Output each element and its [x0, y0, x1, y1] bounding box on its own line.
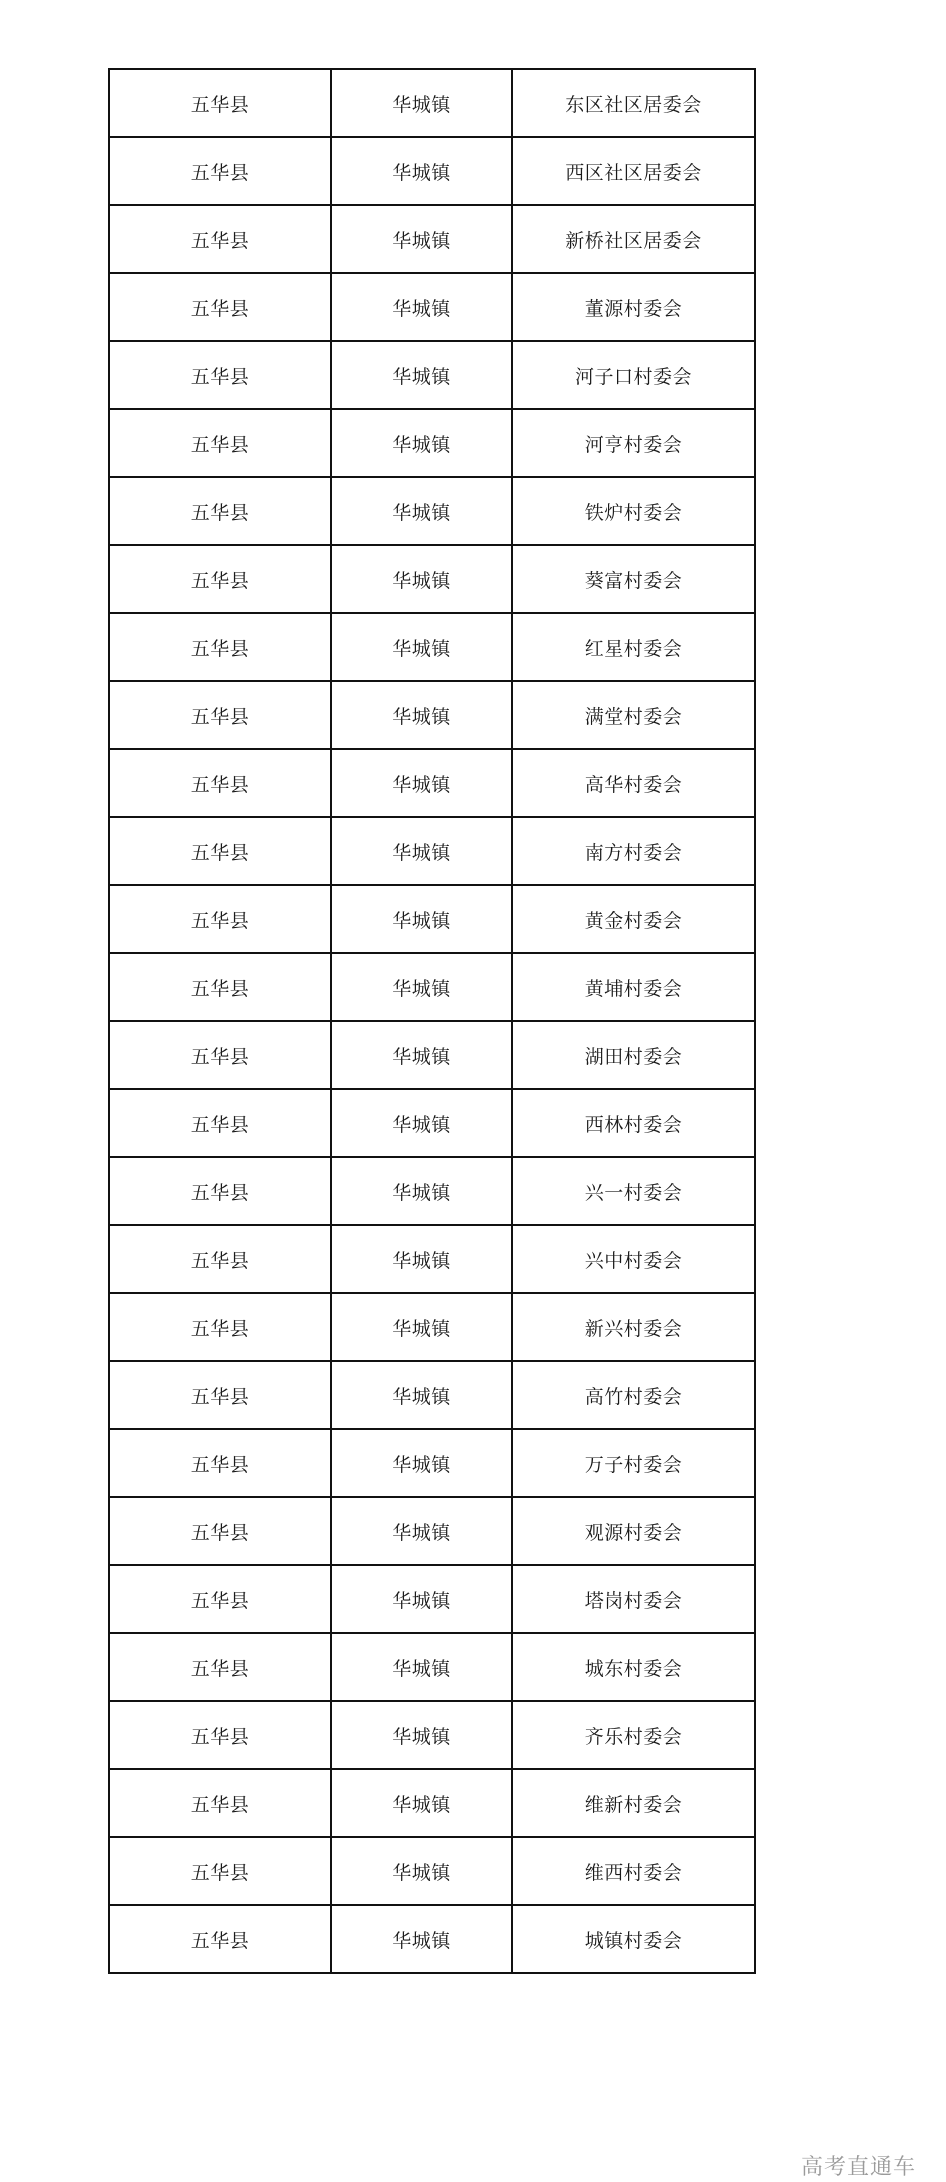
town-cell: 华城镇	[331, 477, 512, 545]
town-cell: 华城镇	[331, 1633, 512, 1701]
county-cell: 五华县	[109, 137, 331, 205]
village-cell: 葵富村委会	[512, 545, 755, 613]
county-cell: 五华县	[109, 749, 331, 817]
table-row	[109, 409, 755, 477]
table-row	[109, 1497, 755, 1565]
table-row	[109, 1429, 755, 1497]
village-cell: 新桥社区居委会	[512, 205, 755, 273]
county-cell: 五华县	[109, 69, 331, 137]
village-cell: 高竹村委会	[512, 1361, 755, 1429]
village-list-table	[108, 68, 756, 1974]
town-cell: 华城镇	[331, 409, 512, 477]
village-cell: 齐乐村委会	[512, 1701, 755, 1769]
village-cell: 塔岗村委会	[512, 1565, 755, 1633]
town-cell: 华城镇	[331, 69, 512, 137]
county-cell: 五华县	[109, 1293, 331, 1361]
county-cell: 五华县	[109, 1429, 331, 1497]
table-row	[109, 1361, 755, 1429]
table-row	[109, 1837, 755, 1905]
table-row	[109, 205, 755, 273]
county-cell: 五华县	[109, 681, 331, 749]
table-row	[109, 1293, 755, 1361]
town-cell: 华城镇	[331, 545, 512, 613]
county-cell: 五华县	[109, 885, 331, 953]
county-cell: 五华县	[109, 1701, 331, 1769]
town-cell: 华城镇	[331, 1157, 512, 1225]
town-cell: 华城镇	[331, 1701, 512, 1769]
table-row	[109, 749, 755, 817]
village-cell: 兴一村委会	[512, 1157, 755, 1225]
town-cell: 华城镇	[331, 205, 512, 273]
table-row	[109, 1905, 755, 1973]
table-row	[109, 1021, 755, 1089]
village-cell: 湖田村委会	[512, 1021, 755, 1089]
county-cell: 五华县	[109, 1565, 331, 1633]
county-cell: 五华县	[109, 273, 331, 341]
table-body	[109, 69, 755, 1973]
table-row	[109, 1701, 755, 1769]
table-row	[109, 137, 755, 205]
county-cell: 五华县	[109, 409, 331, 477]
town-cell: 华城镇	[331, 613, 512, 681]
village-cell: 高华村委会	[512, 749, 755, 817]
table-row	[109, 681, 755, 749]
town-cell: 华城镇	[331, 1089, 512, 1157]
table-row	[109, 341, 755, 409]
county-cell: 五华县	[109, 1769, 331, 1837]
table-row	[109, 69, 755, 137]
town-cell: 华城镇	[331, 1837, 512, 1905]
county-cell: 五华县	[109, 1361, 331, 1429]
village-cell: 黄埔村委会	[512, 953, 755, 1021]
village-cell: 铁炉村委会	[512, 477, 755, 545]
town-cell: 华城镇	[331, 1293, 512, 1361]
town-cell: 华城镇	[331, 273, 512, 341]
village-cell: 董源村委会	[512, 273, 755, 341]
county-cell: 五华县	[109, 1089, 331, 1157]
town-cell: 华城镇	[331, 1429, 512, 1497]
town-cell: 华城镇	[331, 341, 512, 409]
village-cell: 维新村委会	[512, 1769, 755, 1837]
table-row	[109, 885, 755, 953]
table-row	[109, 1769, 755, 1837]
town-cell: 华城镇	[331, 749, 512, 817]
table-row	[109, 1157, 755, 1225]
county-cell: 五华县	[109, 1497, 331, 1565]
town-cell: 华城镇	[331, 1497, 512, 1565]
town-cell: 华城镇	[331, 1769, 512, 1837]
county-cell: 五华县	[109, 817, 331, 885]
village-cell: 维西村委会	[512, 1837, 755, 1905]
town-cell: 华城镇	[331, 681, 512, 749]
village-cell: 观源村委会	[512, 1497, 755, 1565]
town-cell: 华城镇	[331, 1225, 512, 1293]
village-cell: 新兴村委会	[512, 1293, 755, 1361]
village-cell: 西区社区居委会	[512, 137, 755, 205]
county-cell: 五华县	[109, 1157, 331, 1225]
town-cell: 华城镇	[331, 885, 512, 953]
village-cell: 万子村委会	[512, 1429, 755, 1497]
county-cell: 五华县	[109, 341, 331, 409]
county-cell: 五华县	[109, 613, 331, 681]
watermark: 高考直通车	[800, 2155, 916, 2180]
county-cell: 五华县	[109, 477, 331, 545]
town-cell: 华城镇	[331, 137, 512, 205]
table-row	[109, 953, 755, 1021]
county-cell: 五华县	[109, 953, 331, 1021]
town-cell: 华城镇	[331, 1021, 512, 1089]
county-cell: 五华县	[109, 1633, 331, 1701]
village-cell: 城东村委会	[512, 1633, 755, 1701]
table-row	[109, 1225, 755, 1293]
town-cell: 华城镇	[331, 953, 512, 1021]
table-row	[109, 817, 755, 885]
table-row	[109, 1089, 755, 1157]
village-cell: 河子口村委会	[512, 341, 755, 409]
county-cell: 五华县	[109, 205, 331, 273]
table-row	[109, 613, 755, 681]
table-row	[109, 1633, 755, 1701]
county-cell: 五华县	[109, 1905, 331, 1973]
table-row	[109, 545, 755, 613]
county-cell: 五华县	[109, 1225, 331, 1293]
village-cell: 南方村委会	[512, 817, 755, 885]
village-cell: 兴中村委会	[512, 1225, 755, 1293]
village-cell: 满堂村委会	[512, 681, 755, 749]
village-cell: 城镇村委会	[512, 1905, 755, 1973]
town-cell: 华城镇	[331, 817, 512, 885]
town-cell: 华城镇	[331, 1565, 512, 1633]
village-cell: 河亨村委会	[512, 409, 755, 477]
county-cell: 五华县	[109, 1837, 331, 1905]
table-row	[109, 477, 755, 545]
village-cell: 红星村委会	[512, 613, 755, 681]
county-cell: 五华县	[109, 1021, 331, 1089]
village-cell: 东区社区居委会	[512, 69, 755, 137]
town-cell: 华城镇	[331, 1905, 512, 1973]
table-row	[109, 273, 755, 341]
table-row	[109, 1565, 755, 1633]
town-cell: 华城镇	[331, 1361, 512, 1429]
village-cell: 黄金村委会	[512, 885, 755, 953]
county-cell: 五华县	[109, 545, 331, 613]
village-cell: 西林村委会	[512, 1089, 755, 1157]
